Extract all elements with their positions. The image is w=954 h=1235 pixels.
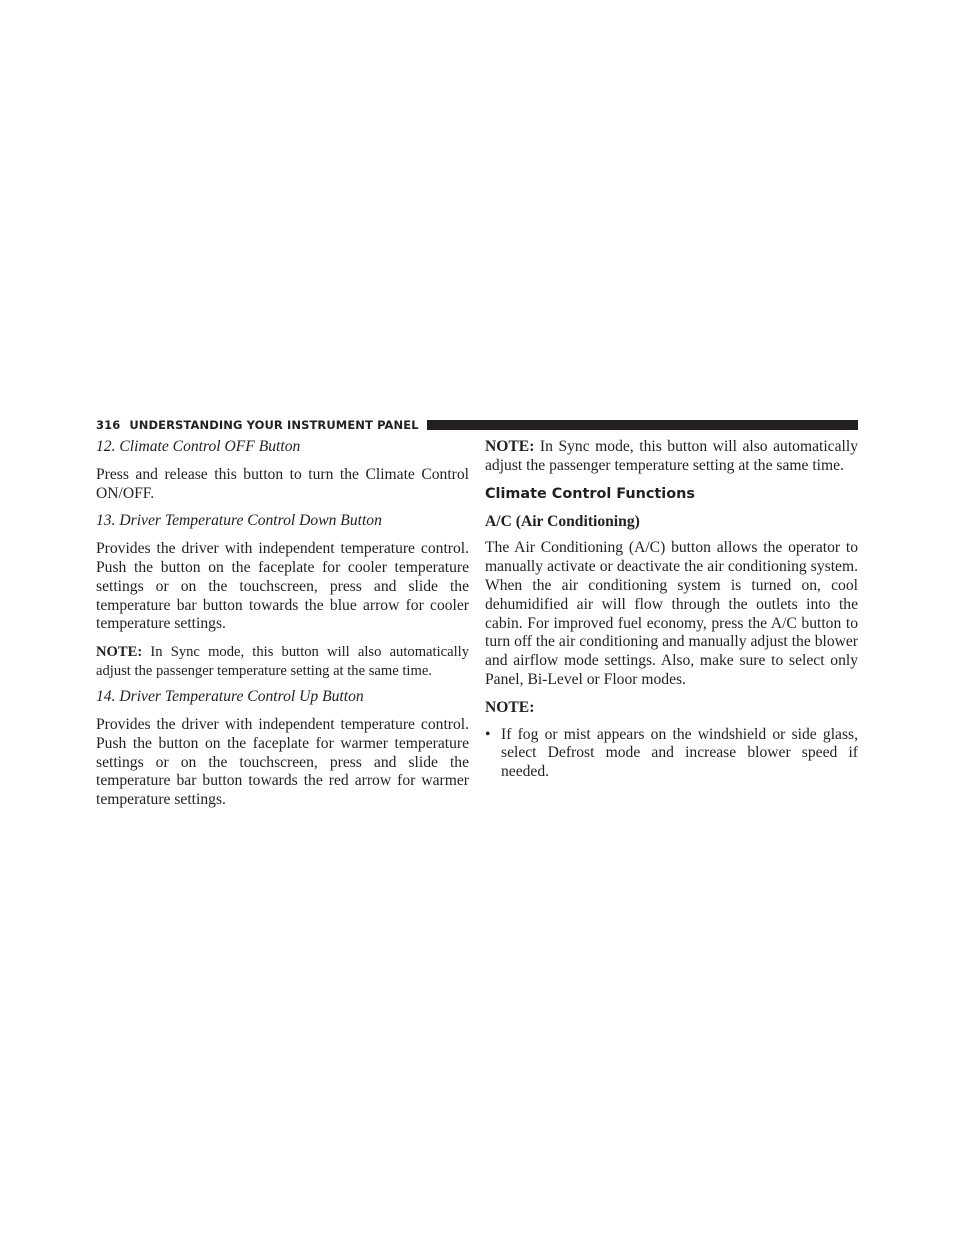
ac-body: The Air Conditioning (A/C) button allows the operator to manually activate or deactivate the air conditioning system. When the air conditioning system is turned on, cool dehumidified air will flow through the outlets into the cabin. For improved fuel economy, press the A/C button to turn off the air conditioning and manually adjust the blower and airflow mode settings. Also, make sure to select only Panel, Bi-Level or Floor modes.: [485, 539, 858, 688]
left-column: [96, 438, 469, 819]
sync-note: [485, 438, 858, 476]
note-label: NOTE:: [96, 644, 143, 661]
list-item: [485, 726, 858, 782]
section-title: UNDERSTANDING YOUR INSTRUMENT PANEL: [129, 418, 419, 432]
note-text: In Sync mode, this button will also automatically adjust the passenger temperature setting at the same time.: [485, 438, 858, 474]
bullet-icon: •: [485, 725, 491, 743]
functions-heading: Climate Control Functions: [485, 485, 695, 502]
note-label: NOTE:: [485, 438, 535, 455]
note-bullet-list: [485, 726, 858, 782]
ac-subheading: A/C (Air Conditioning): [485, 512, 640, 530]
page-header: [96, 417, 858, 433]
item-13-body: Provides the driver with independent temperature control. Push the button on the faceplate for cooler temperature settings or on the touchscreen, press and slide the temperature bar button towards the blue arrow for cooler temperature settings.: [96, 540, 469, 633]
note-text: In Sync mode, this button will also automatically adjust the passenger temperature setting at the same time.: [96, 644, 469, 680]
ac-note-label: NOTE:: [485, 698, 535, 716]
item-12-title: 12. Climate Control OFF Button: [96, 438, 301, 455]
item-13-note: [96, 643, 469, 681]
bullet-text: If fog or mist appears on the windshield or side glass, select Defrost mode and increase blower speed if needed.: [501, 725, 858, 781]
item-14-title: 14. Driver Temperature Control Up Button: [96, 688, 364, 706]
right-column: [485, 438, 858, 782]
page-number: 316: [96, 418, 121, 432]
header-rule-bar: [427, 420, 858, 430]
item-13-title: 13. Driver Temperature Control Down Button: [96, 512, 382, 530]
item-14-body: Provides the driver with independent temperature control. Push the button on the faceplate for warmer temperature settings or on the touchscreen, press and slide the temperature bar button towards the red arrow for warmer temperature settings.: [96, 715, 469, 809]
item-12-body: Press and release this button to turn the Climate Control ON/OFF.: [96, 465, 469, 502]
